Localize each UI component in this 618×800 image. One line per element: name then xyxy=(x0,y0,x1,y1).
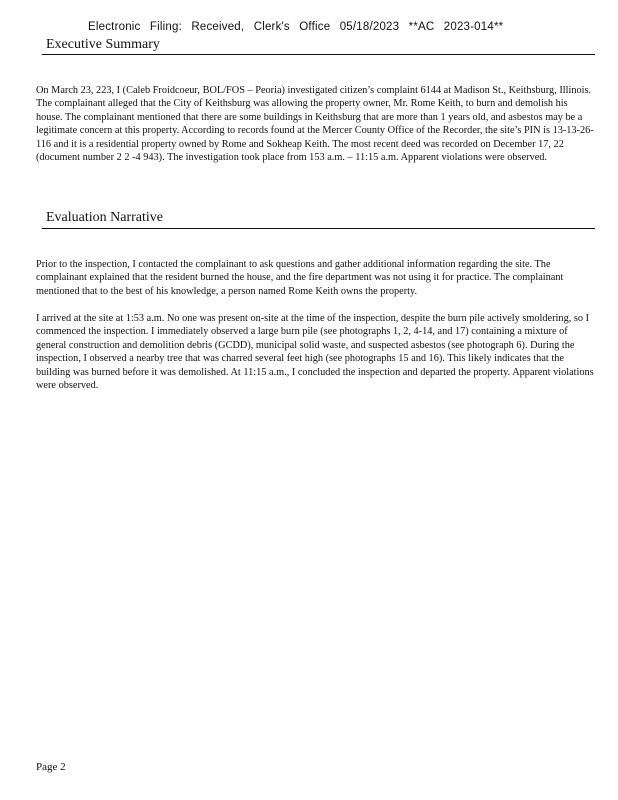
narrative-paragraph-inspection: I arrived at the site at 1:53 a.m. No one was present on-site at the time of the inspection, despite the burn pile actively smoldering, so I commenced the inspection. I immediately observed a large burn pile (see photographs 1, 2, 4-14, and 17) containing a mixture of general construction and demolition debris (GCDD), municipal solid waste, and suspected asbestos (see photograph 6). During the inspection, I observed a nearby tree that was charred several feet high (see photographs 15 and 16). This likely indicates that the building was burned before it was demolished. At 11:15 a.m., I concluded the inspection and departed the property. Apparent violations were observed. xyxy=(36,313,594,392)
page-number: Page 2 xyxy=(36,761,66,773)
evaluation-narrative-heading: Evaluation Narrative xyxy=(46,210,164,225)
executive-summary-heading: Executive Summary xyxy=(46,37,160,52)
executive-summary-paragraph: On March 23, 223, I (Caleb Froidcoeur, BOL/FOS – Peoria) investigated citizen’s complaint 6144 at Madison St., Keithsburg, Illinois. The complainant alleged that the City of Keithsburg was allowing the property owner, Mr. Rome Keith, to burn and demolish his house. The complainant mentioned that there are some buildings in Keithsburg that are more than 1 years old, and asbestos may be a legitimate concern at this property. According to records found at the Mercer County Office of the Recorder, the site’s PIN is 13-13-26-116 and it is a residential property owned by Rome and Sokheap Keith. The most recent deed was recorded on December 17, 22 (document number 2 2 -4 943). The investigation took place from 153 a.m. – 11:15 a.m. Apparent violations were observed. xyxy=(36,85,594,164)
executive-summary-rule xyxy=(42,54,595,55)
evaluation-narrative-rule xyxy=(42,228,595,229)
narrative-paragraph-prior-contact: Prior to the inspection, I contacted the complainant to ask questions and gather additional information regarding the site. The complainant explained that the resident burned the house, and the fire department was not using it for practice. The complainant mentioned that to the best of his knowledge, a person named Rome Keith owns the property. xyxy=(36,259,564,297)
filing-stamp: Electronic Filing: Received, Clerk's Office 05/18/2023 **AC 2023-014** xyxy=(88,21,504,33)
